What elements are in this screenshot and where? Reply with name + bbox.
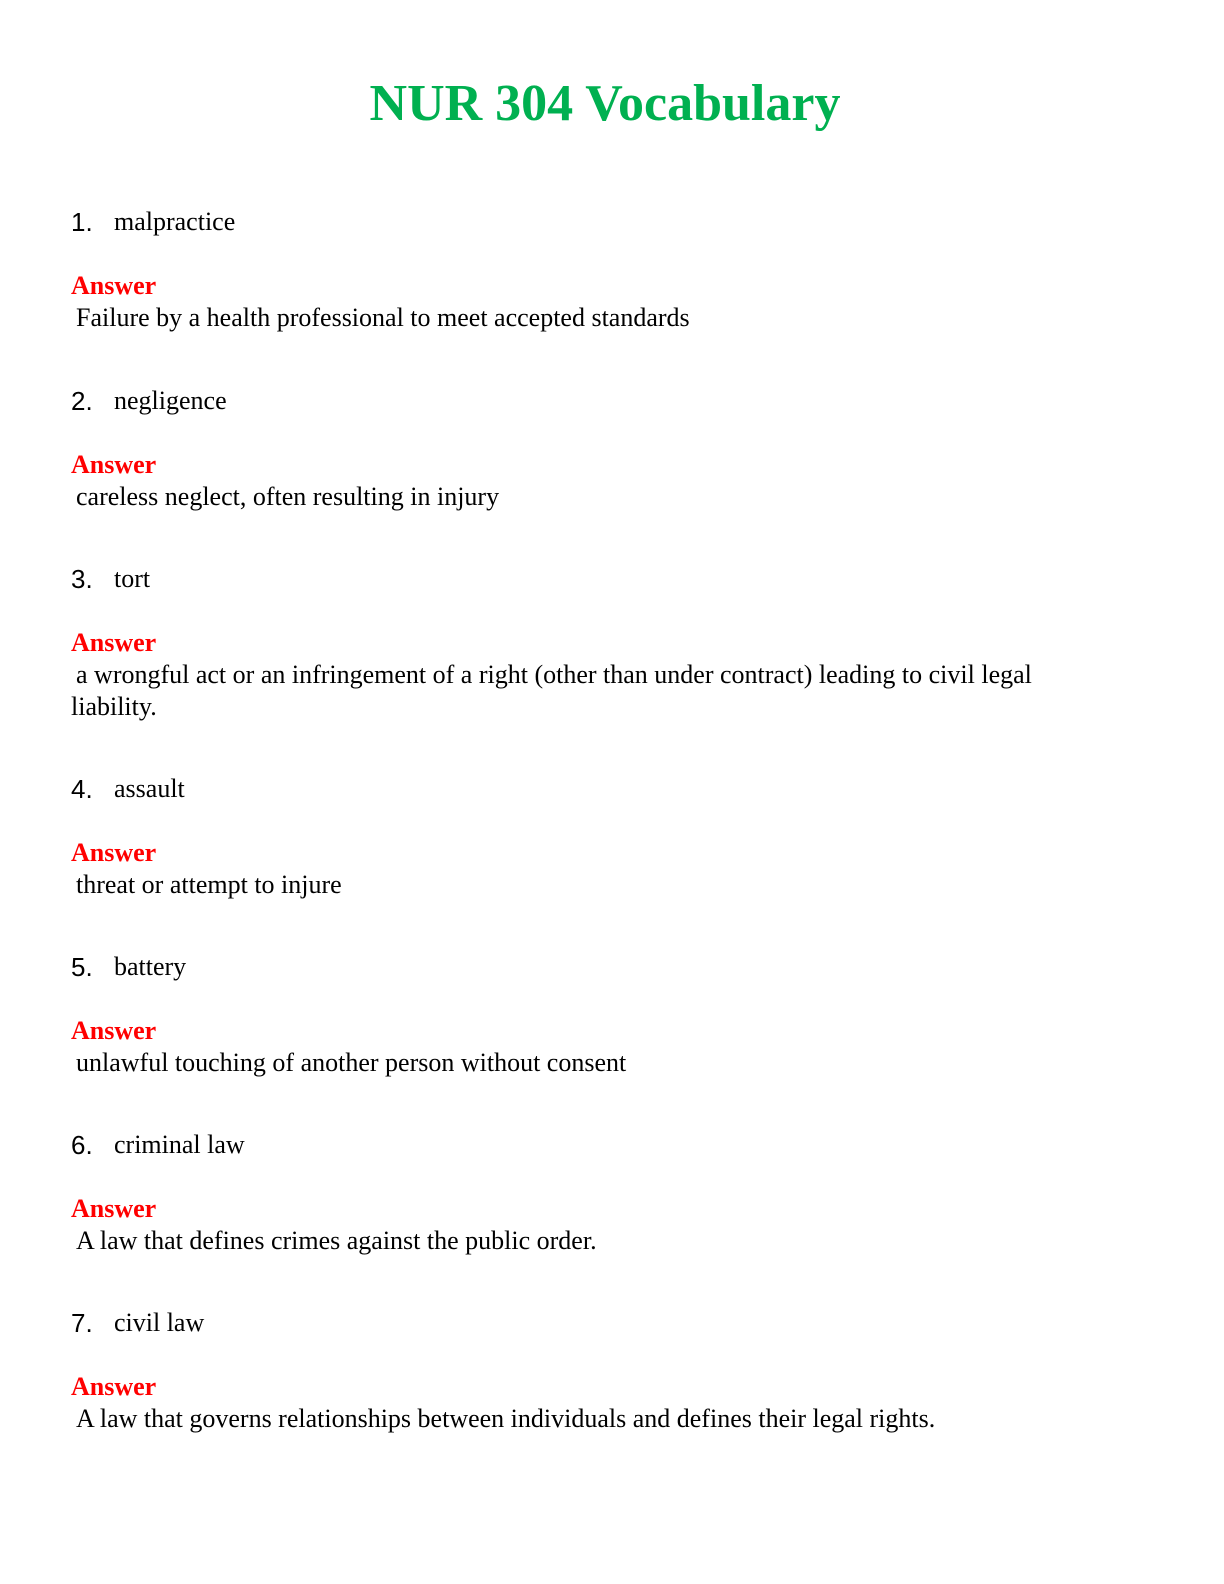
term-line <box>71 562 1141 596</box>
term-text: assault <box>114 774 185 803</box>
term-number: 6. <box>71 1130 93 1160</box>
term-text: criminal law <box>114 1130 245 1159</box>
term-text: battery <box>114 952 187 981</box>
answer-definition <box>71 659 1101 723</box>
term-text: negligence <box>114 386 227 415</box>
answer-label: Answer <box>71 450 157 479</box>
term-line <box>71 1128 1141 1162</box>
answer-label: Answer <box>71 628 157 657</box>
term-line <box>71 205 1141 239</box>
answer-definition-text: a wrongful act or an infringement of a right (other than under contract) leading to civil legal liability. <box>71 660 1032 721</box>
answer-definition: A law that governs relationships between individuals and defines their legal rights. <box>76 1404 936 1433</box>
answer-definition: Failure by a health professional to meet accepted standards <box>76 303 690 332</box>
answer-definition: A law that defines crimes against the public order. <box>76 1226 597 1255</box>
term-number: 7. <box>71 1308 93 1338</box>
answer-label: Answer <box>71 1194 157 1223</box>
term-number: 1. <box>71 207 93 237</box>
term-number: 2. <box>71 386 93 416</box>
term-text: malpractice <box>114 207 236 236</box>
term-line <box>71 384 1141 418</box>
answer-definition: threat or attempt to injure <box>76 870 342 899</box>
page-title: NUR 304 Vocabulary <box>369 75 841 132</box>
term-text: civil law <box>114 1308 205 1337</box>
term-number: 5. <box>71 952 93 982</box>
answer-label: Answer <box>71 838 157 867</box>
answer-definition: unlawful touching of another person without consent <box>76 1048 627 1077</box>
term-text: tort <box>114 564 151 593</box>
vocab-entry-6 <box>71 1128 1141 1257</box>
answer-label: Answer <box>71 1372 157 1401</box>
term-line <box>71 950 1141 984</box>
term-line <box>71 1306 1141 1340</box>
vocab-entry-2 <box>71 384 1141 513</box>
term-number: 4. <box>71 774 93 804</box>
answer-definition: careless neglect, often resulting in injury <box>76 482 500 511</box>
vocab-entry-3 <box>71 562 1141 723</box>
answer-label: Answer <box>71 1016 157 1045</box>
term-line <box>71 772 1141 806</box>
vocab-entry-1 <box>71 205 1141 334</box>
term-number: 3. <box>71 564 93 594</box>
answer-label: Answer <box>71 271 157 300</box>
vocab-entry-7 <box>71 1306 1141 1435</box>
vocab-entry-5 <box>71 950 1141 1079</box>
vocab-entry-4 <box>71 772 1141 901</box>
